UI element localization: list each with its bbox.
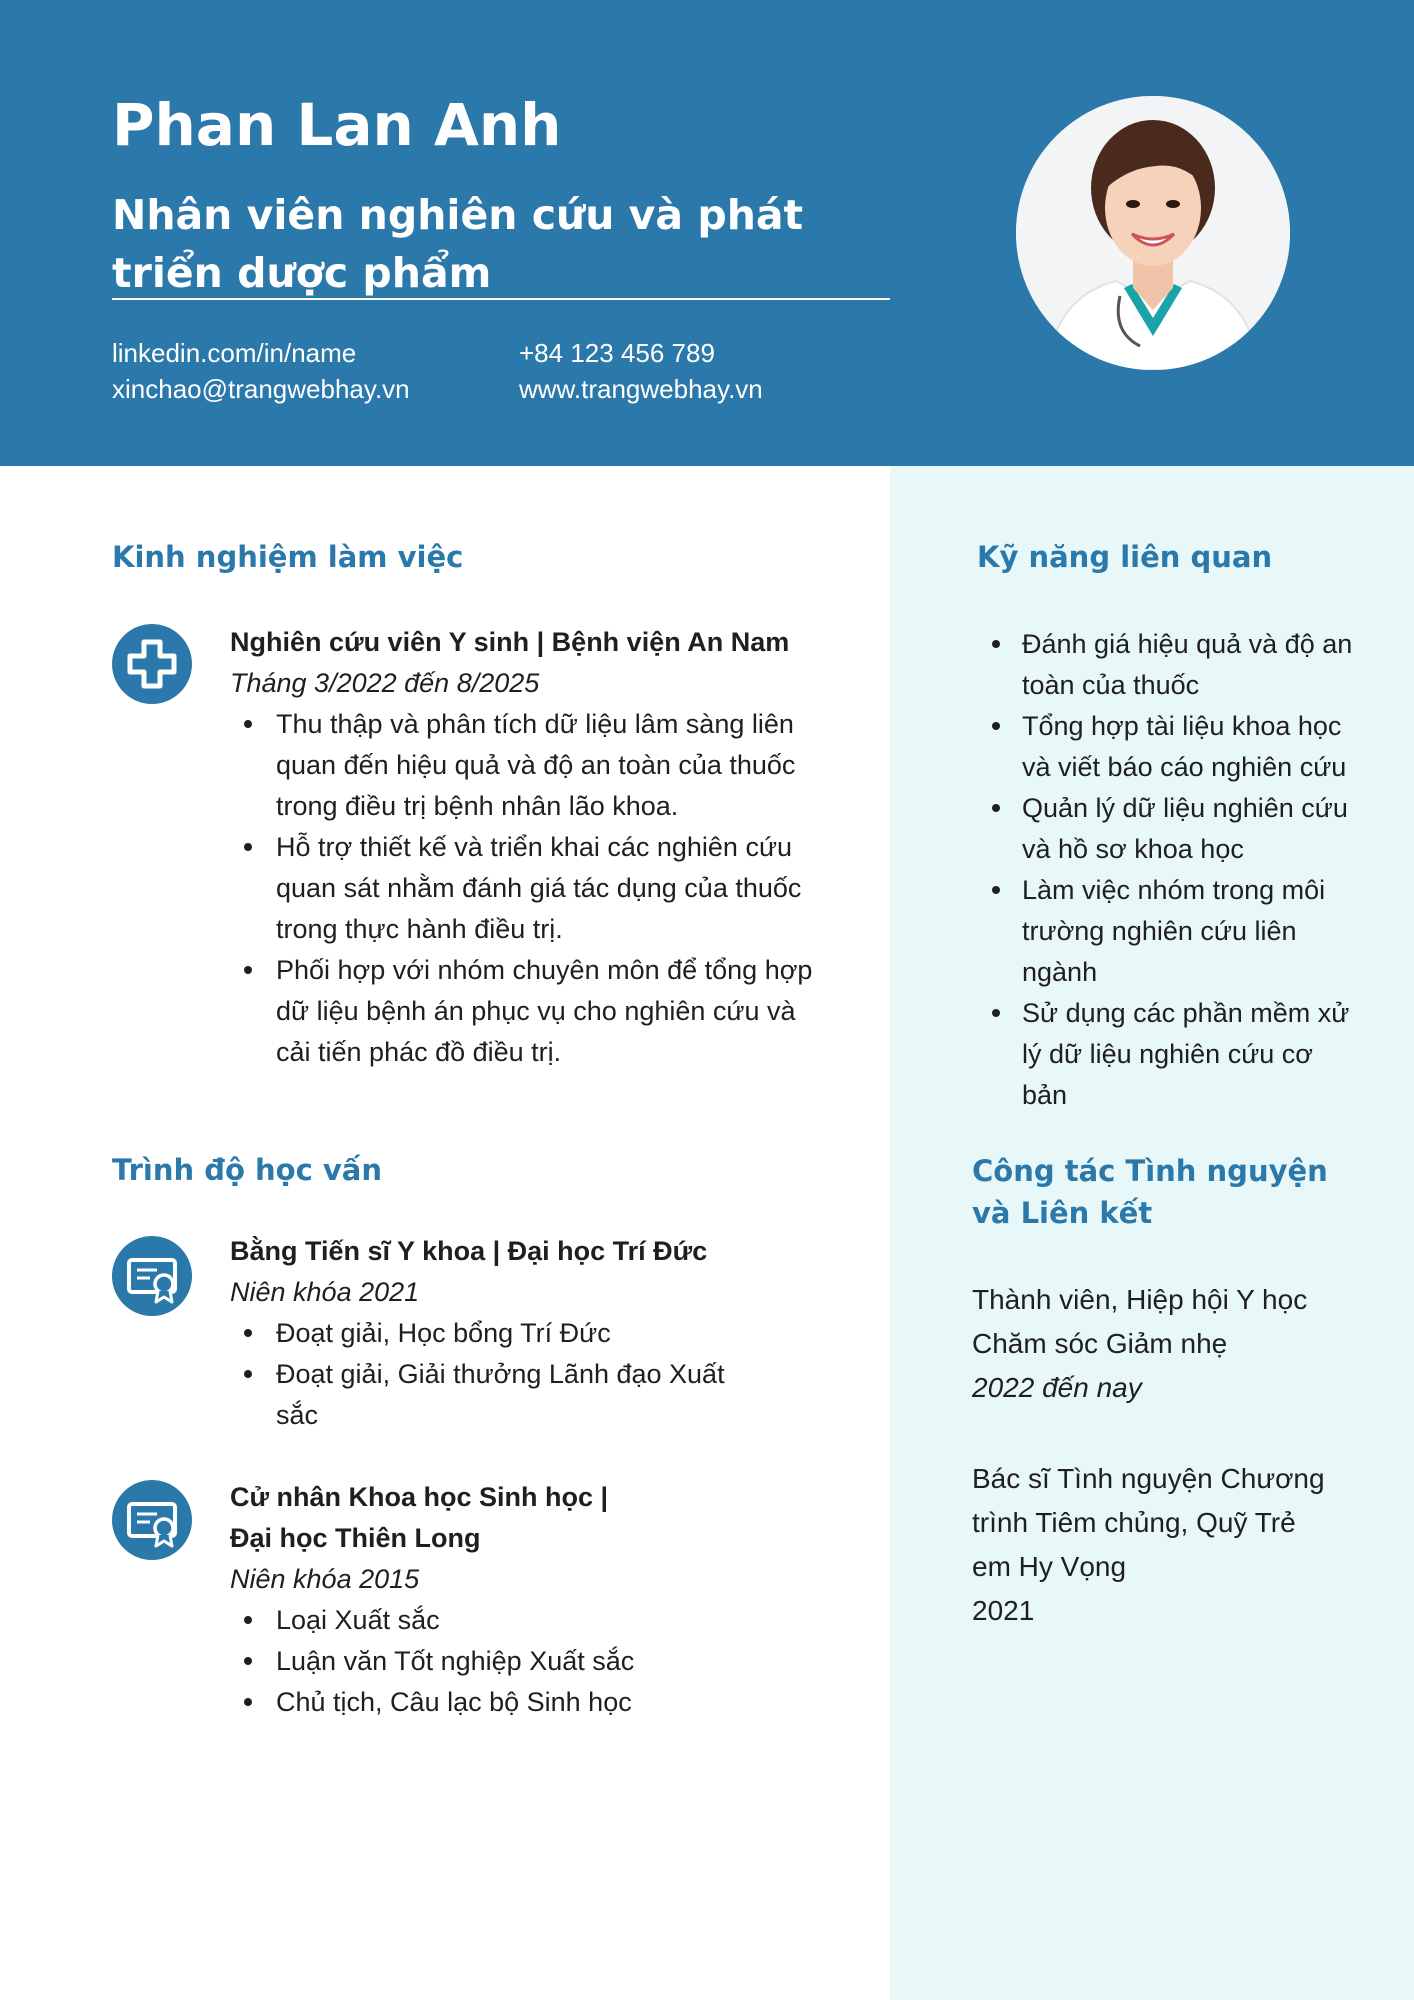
education-entry-2: [230, 1477, 650, 1723]
list-item: Làm việc nhóm trong môi trường nghiên cứu liên ngành: [976, 870, 1356, 993]
list-item: Thu thập và phân tích dữ liệu lâm sàng liên quan đến hiệu quả và độ an toàn của thuốc trong điều trị bệnh nhân lão khoa.: [230, 704, 830, 827]
volunteer-date: 2021: [972, 1595, 1035, 1626]
list-item: Đoạt giải, Giải thưởng Lãnh đạo Xuất sắc: [230, 1354, 750, 1436]
education-date: Niên khóa 2015: [230, 1564, 420, 1594]
list-item: Sử dụng các phần mềm xử lý dữ liệu nghiên cứu cơ bản: [976, 993, 1356, 1116]
medical-cross-icon: [112, 624, 192, 704]
education-bullets: [230, 1313, 750, 1436]
list-item: Tổng hợp tài liệu khoa học và viết báo cáo nghiên cứu: [976, 706, 1356, 788]
website-link[interactable]: www.trangwebhay.vn: [519, 374, 763, 404]
education-date: Niên khóa 2021: [230, 1277, 420, 1307]
experience-bullets: [230, 704, 830, 1073]
certificate-icon: [112, 1236, 192, 1316]
list-item: Quản lý dữ liệu nghiên cứu và hồ sơ khoa học: [976, 788, 1356, 870]
education-title: Cử nhân Khoa học Sinh học | Đại học Thiên Long: [230, 1482, 609, 1553]
experience-title: Nghiên cứu viên Y sinh | Bệnh viện An Nam: [230, 627, 790, 657]
education-title: Bằng Tiến sĩ Y khoa | Đại học Trí Đức: [230, 1236, 708, 1266]
education-entry-1: [230, 1231, 750, 1436]
volunteer-entry-2: [972, 1457, 1332, 1633]
list-item: Đoạt giải, Học bổng Trí Đức: [230, 1313, 750, 1354]
skills-list: [976, 624, 1356, 1116]
phone-number: +84 123 456 789: [519, 338, 715, 368]
profile-photo: [1016, 96, 1290, 370]
list-item: Đánh giá hiệu quả và độ an toàn của thuốc: [976, 624, 1356, 706]
list-item: Chủ tịch, Câu lạc bộ Sinh học: [230, 1682, 650, 1723]
email-link[interactable]: xinchao@trangwebhay.vn: [112, 374, 410, 404]
experience-date: Tháng 3/2022 đến 8/2025: [230, 668, 540, 698]
skills-heading: Kỹ năng liên quan: [977, 540, 1273, 574]
candidate-name: Phan Lan Anh: [112, 91, 562, 159]
volunteer-heading: Công tác Tình nguyện và Liên kết: [972, 1154, 1328, 1230]
header-banner: [0, 0, 1414, 466]
job-title: Nhân viên nghiên cứu và phát triển dược phẩm: [112, 191, 804, 297]
header-divider: [112, 298, 890, 300]
list-item: Phối hợp với nhóm chuyên môn để tổng hợp dữ liệu bệnh án phục vụ cho nghiên cứu và cải tiến phác đồ điều trị.: [230, 950, 830, 1073]
volunteer-entry-1: [972, 1278, 1372, 1410]
certificate-icon: [112, 1480, 192, 1560]
volunteer-role: Bác sĩ Tình nguyện Chương trình Tiêm chủng, Quỹ Trẻ em Hy Vọng: [972, 1463, 1325, 1582]
list-item: Hỗ trợ thiết kế và triển khai các nghiên cứu quan sát nhằm đánh giá tác dụng của thuốc trong thực hành điều trị.: [230, 827, 830, 950]
experience-heading: Kinh nghiệm làm việc: [112, 540, 464, 574]
volunteer-date: 2022 đến nay: [972, 1372, 1142, 1403]
experience-entry: [230, 622, 830, 1073]
education-bullets: [230, 1600, 650, 1723]
list-item: Loại Xuất sắc: [230, 1600, 650, 1641]
list-item: Luận văn Tốt nghiệp Xuất sắc: [230, 1641, 650, 1682]
linkedin-link[interactable]: linkedin.com/in/name: [112, 338, 357, 368]
education-heading: Trình độ học vấn: [112, 1153, 382, 1187]
volunteer-role: Thành viên, Hiệp hội Y học Chăm sóc Giảm nhẹ: [972, 1284, 1308, 1359]
